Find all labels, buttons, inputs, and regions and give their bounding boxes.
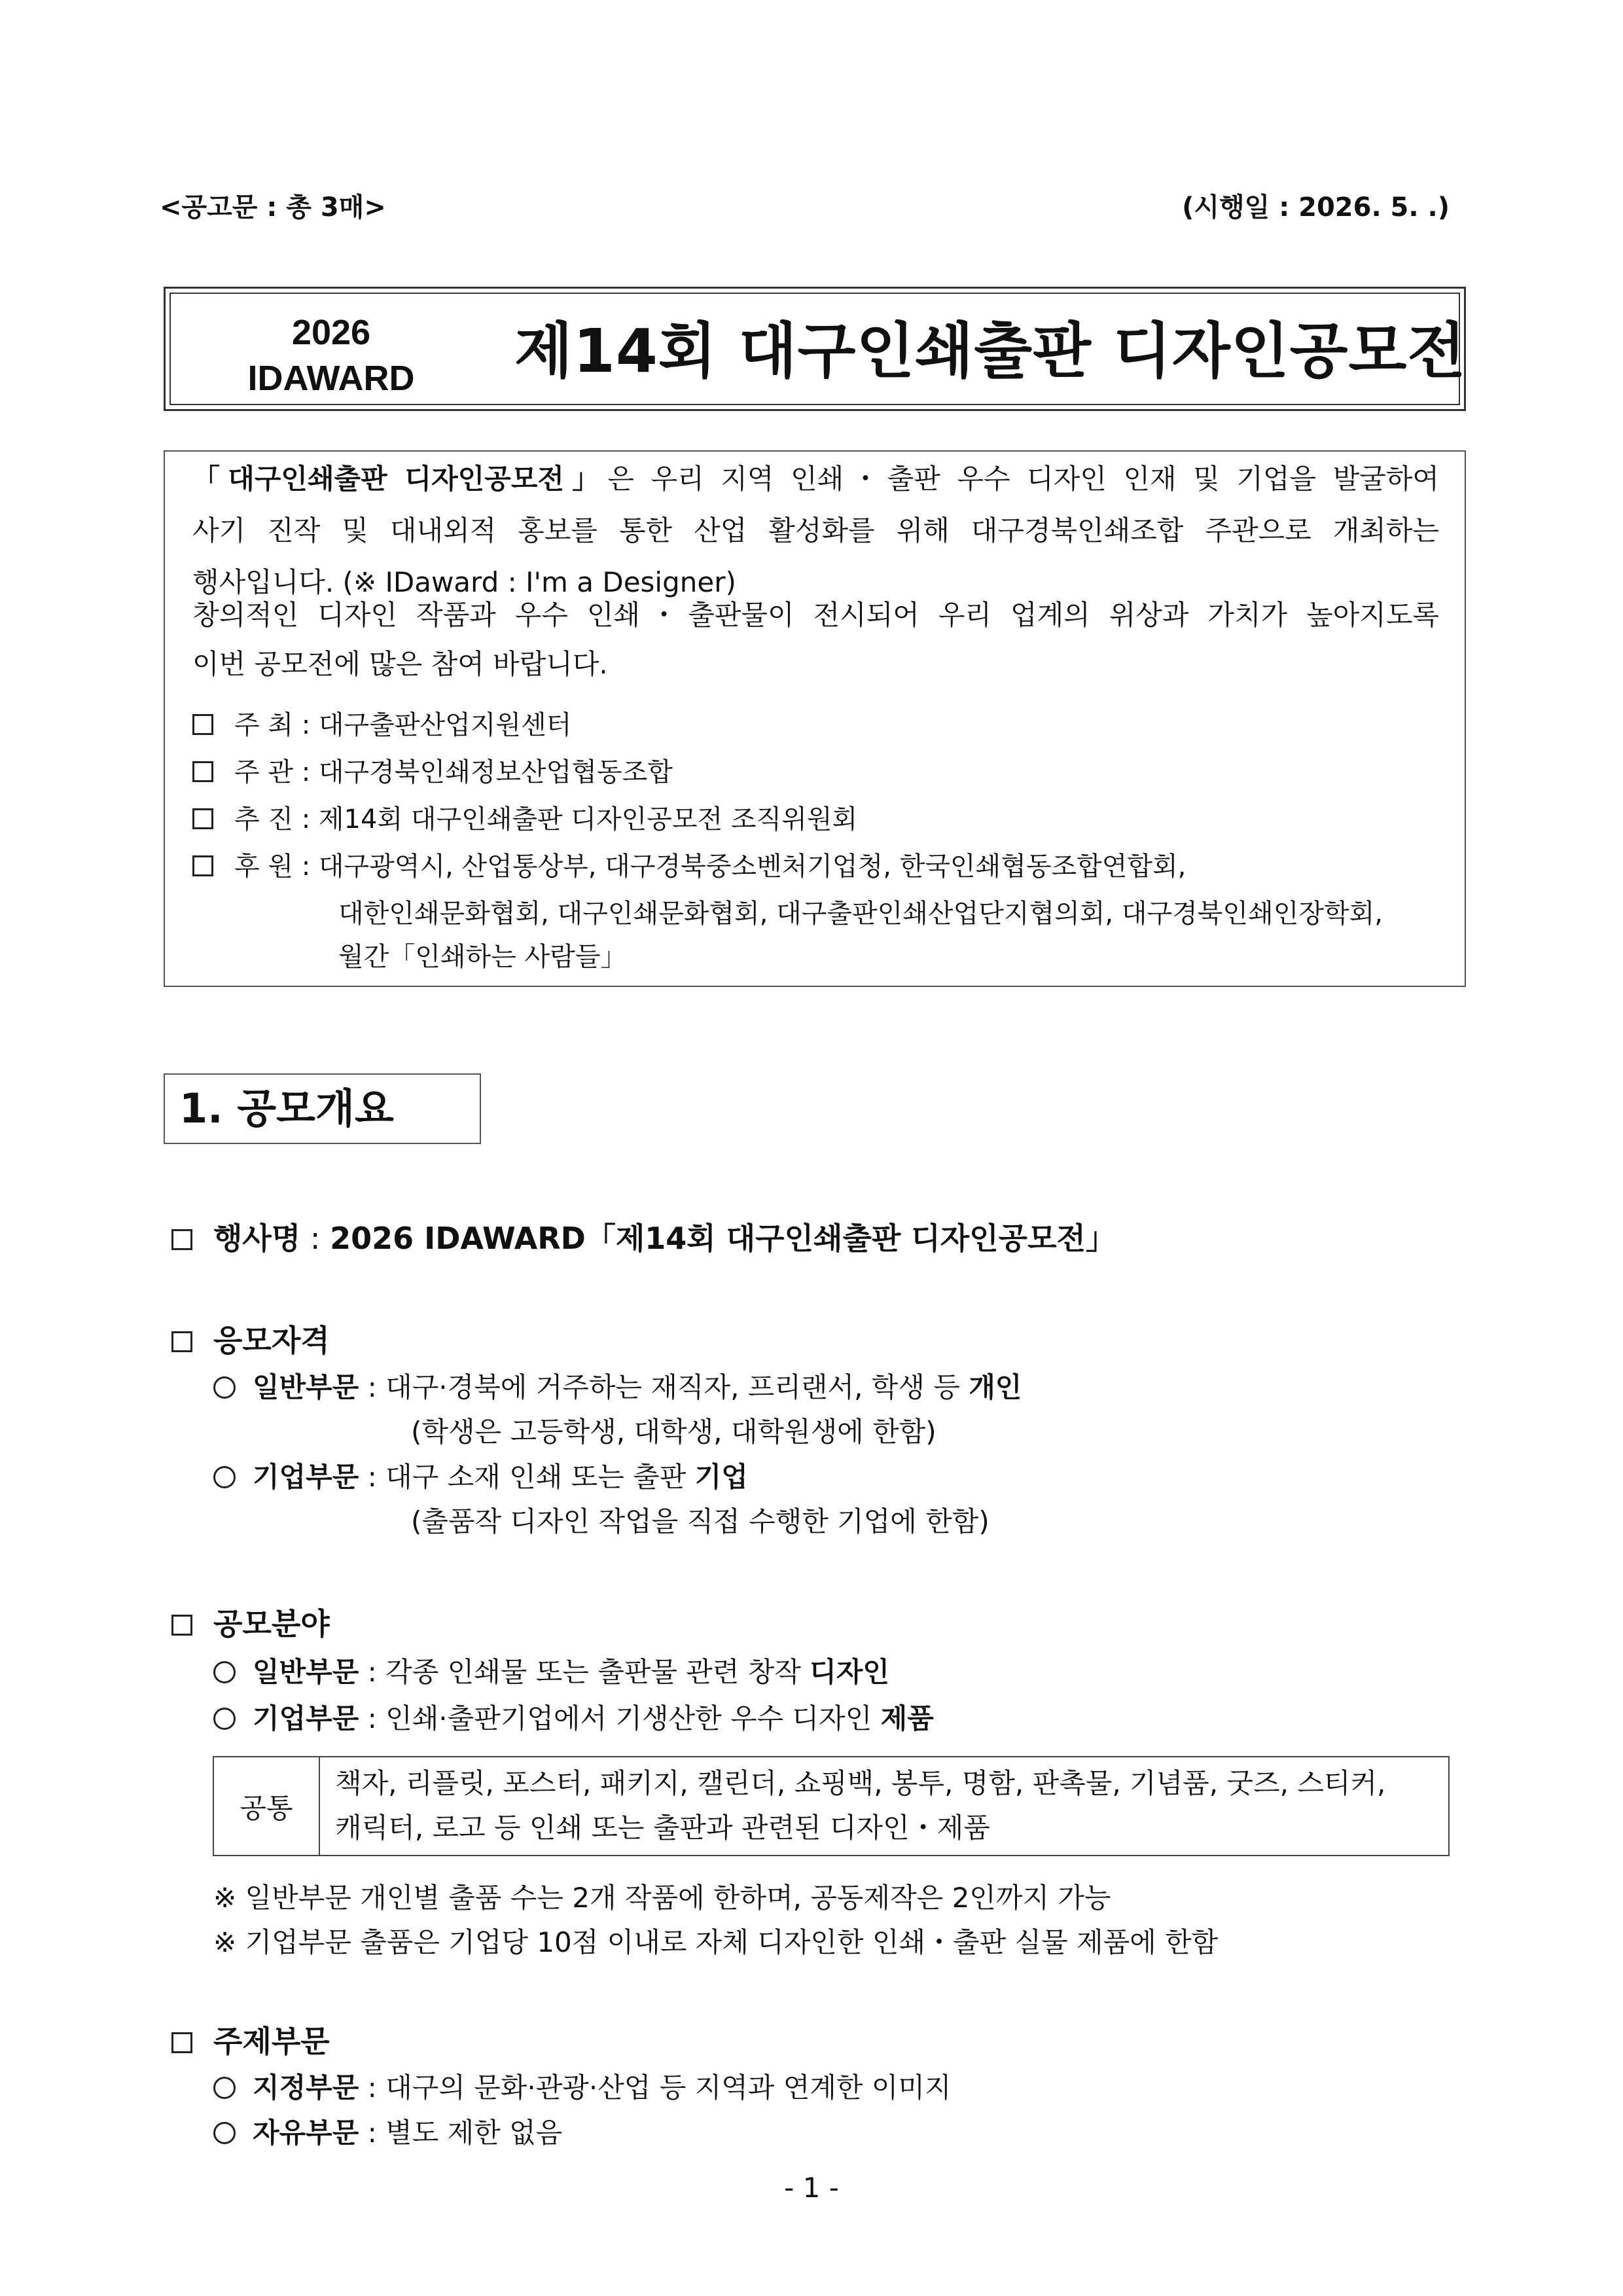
organizer-label: 추 진 : <box>234 804 311 834</box>
circle-bullet-icon <box>213 1466 236 1488</box>
theme-designated-label: 지정부문 <box>253 2072 359 2104</box>
intro-line-1 <box>192 453 1439 505</box>
section-heading-box <box>164 1073 481 1144</box>
title-year-block <box>246 310 416 401</box>
eligibility-corporate-bold: 기업 <box>694 1461 748 1493</box>
checkbox-square-icon <box>192 714 213 735</box>
title-box <box>164 287 1466 411</box>
organizer-label: 주 관 : <box>234 757 311 787</box>
circle-bullet-icon <box>213 1376 236 1399</box>
category-table-line-1: 책자, 리플릿, 포스터, 패키지, 캘린더, 쇼핑백, 봉투, 명함, 판촉물, 기념품, 굿즈, 스티커, <box>335 1767 1386 1799</box>
theme-free <box>213 2115 562 2151</box>
category-table-head: 공통 <box>214 1757 320 1855</box>
organizer-manager <box>192 749 673 796</box>
eligibility-corporate-note: (출품작 디자인 작업을 직접 수행한 기업에 한함) <box>411 1505 990 1537</box>
category-table-line-2: 캐릭터, 로고 등 인쇄 또는 출판과 관련된 디자인・제품 <box>335 1812 990 1844</box>
intro-line-1-text: 은 우리 지역 인쇄・출판 우수 디자인 인재 및 기업을 발굴하여 <box>607 463 1439 495</box>
organizer-label: 후 원 : <box>234 852 311 882</box>
eligibility-corporate <box>213 1459 748 1496</box>
eligibility-corporate-text: : 대구 소재 인쇄 또는 출판 <box>359 1461 695 1493</box>
eligibility-corporate-label: 기업부문 <box>253 1461 359 1493</box>
fields-note-2: ※ 기업부문 출품은 기업당 10점 이내로 자체 디자인한 인쇄・출판 실물 제품에 한함 <box>213 1926 1219 1958</box>
circle-bullet-icon <box>213 2077 236 2099</box>
page-title: 제14회 대구인쇄출판 디자인공모전 <box>514 316 1467 386</box>
checkbox-square-icon <box>171 1331 192 1352</box>
organizer-label: 주 최 : <box>234 710 311 740</box>
checkbox-square-icon <box>192 855 213 876</box>
effective-date: (시행일 : 2026. 5. .) <box>1182 192 1450 223</box>
checkbox-square-icon <box>192 761 213 782</box>
intro-line-5: 이번 공모전에 많은 참여 바랍니다. <box>192 648 608 680</box>
organizer-sponsor <box>192 843 1186 890</box>
fields-corporate-bold: 제품 <box>880 1702 934 1734</box>
eligibility-heading <box>171 1321 330 1360</box>
checkbox-square-icon <box>171 1229 192 1250</box>
theme-free-text: : 별도 제한 없음 <box>359 2117 563 2149</box>
organizer-promoter <box>192 796 857 843</box>
checkbox-square-icon <box>192 808 213 829</box>
intro-box <box>164 450 1466 987</box>
event-name-row <box>171 1219 1116 1258</box>
theme-designated-text: : 대구의 문화·관광·산업 등 지역과 연계한 이미지 <box>359 2072 952 2104</box>
event-name-value: 2026 IDAWARD「제14회 대구인쇄출판 디자인공모전」 <box>330 1221 1116 1256</box>
eligibility-general-note: (학생은 고등학생, 대학생, 대학원생에 한함) <box>411 1416 936 1448</box>
circle-bullet-icon <box>213 1661 236 1683</box>
eligibility-general <box>213 1369 1022 1406</box>
organizer-value: 대구출판산업지원센터 <box>318 710 572 740</box>
page-number: - 1 - <box>784 2172 839 2204</box>
fields-heading-text: 공모분야 <box>213 1606 330 1641</box>
event-name-sep: : <box>300 1221 330 1256</box>
intro-line-4: 창의적인 디자인 작품과 우수 인쇄・출판물이 전시되어 우리 업계의 위상과 가치가 높아지도록 <box>192 599 1439 631</box>
fields-general-bold: 디자인 <box>810 1656 889 1688</box>
title-brand: IDAWARD <box>247 359 415 398</box>
organizer-value: 대구경북인쇄정보산업협동조합 <box>318 757 673 787</box>
fields-corporate <box>213 1700 934 1737</box>
fields-corporate-label: 기업부문 <box>253 1702 359 1734</box>
circle-bullet-icon <box>213 2122 236 2144</box>
category-table <box>213 1756 1450 1856</box>
organizer-value: 대구광역시, 산업통상부, 대구경북중소벤처기업청, 한국인쇄협동조합연합회, <box>318 852 1186 882</box>
theme-heading-text: 주제부문 <box>213 2024 330 2059</box>
organizer-value: 제14회 대구인쇄출판 디자인공모전 조직위원회 <box>318 804 858 834</box>
eligibility-general-bold: 개인 <box>969 1371 1022 1403</box>
eligibility-general-text: : 대구·경북에 거주하는 재직자, 프리랜서, 학생 등 <box>359 1371 969 1403</box>
fields-heading <box>171 1604 330 1643</box>
intro-line-3: 행사입니다. (※ IDaward : I'm a Designer) <box>192 566 736 598</box>
fields-general <box>213 1654 889 1691</box>
fields-general-text: : 각종 인쇄물 또는 출판물 관련 창작 <box>359 1656 810 1688</box>
checkbox-square-icon <box>171 1615 192 1636</box>
theme-heading <box>171 2022 330 2061</box>
event-name-label: 행사명 <box>213 1221 301 1256</box>
section-heading: 1. 공모개요 <box>179 1085 394 1132</box>
intro-line-2: 사기 진작 및 대내외적 홍보를 통한 산업 활성화를 위해 대구경북인쇄조합 주관으로 개최하는 <box>192 514 1439 547</box>
fields-corporate-text: : 인쇄·출판기업에서 기생산한 우수 디자인 <box>359 1702 881 1734</box>
circle-bullet-icon <box>213 1708 236 1730</box>
sponsor-continued-2: 월간「인쇄하는 사람들」 <box>338 942 627 972</box>
eligibility-general-label: 일반부문 <box>253 1371 359 1403</box>
sponsor-continued-1: 대한인쇄문화협회, 대구인쇄문화협회, 대구출판인쇄산업단지협의회, 대구경북인쇄인장학회, <box>338 899 1383 929</box>
fields-note-1: ※ 일반부문 개인별 출품 수는 2개 작품에 한하며, 공동제작은 2인까지 가능 <box>213 1882 1111 1914</box>
theme-free-label: 자유부문 <box>253 2117 359 2149</box>
title-year: 2026 <box>291 313 371 352</box>
fields-general-label: 일반부문 <box>253 1656 359 1688</box>
checkbox-square-icon <box>171 2032 192 2053</box>
organizer-host <box>192 702 571 749</box>
notice-count: <공고문 : 총 3매> <box>160 192 386 223</box>
theme-designated <box>213 2070 951 2106</box>
intro-lead-bold: 「대구인쇄출판 디자인공모전」 <box>192 463 608 495</box>
eligibility-heading-text: 응모자격 <box>213 1323 330 1358</box>
